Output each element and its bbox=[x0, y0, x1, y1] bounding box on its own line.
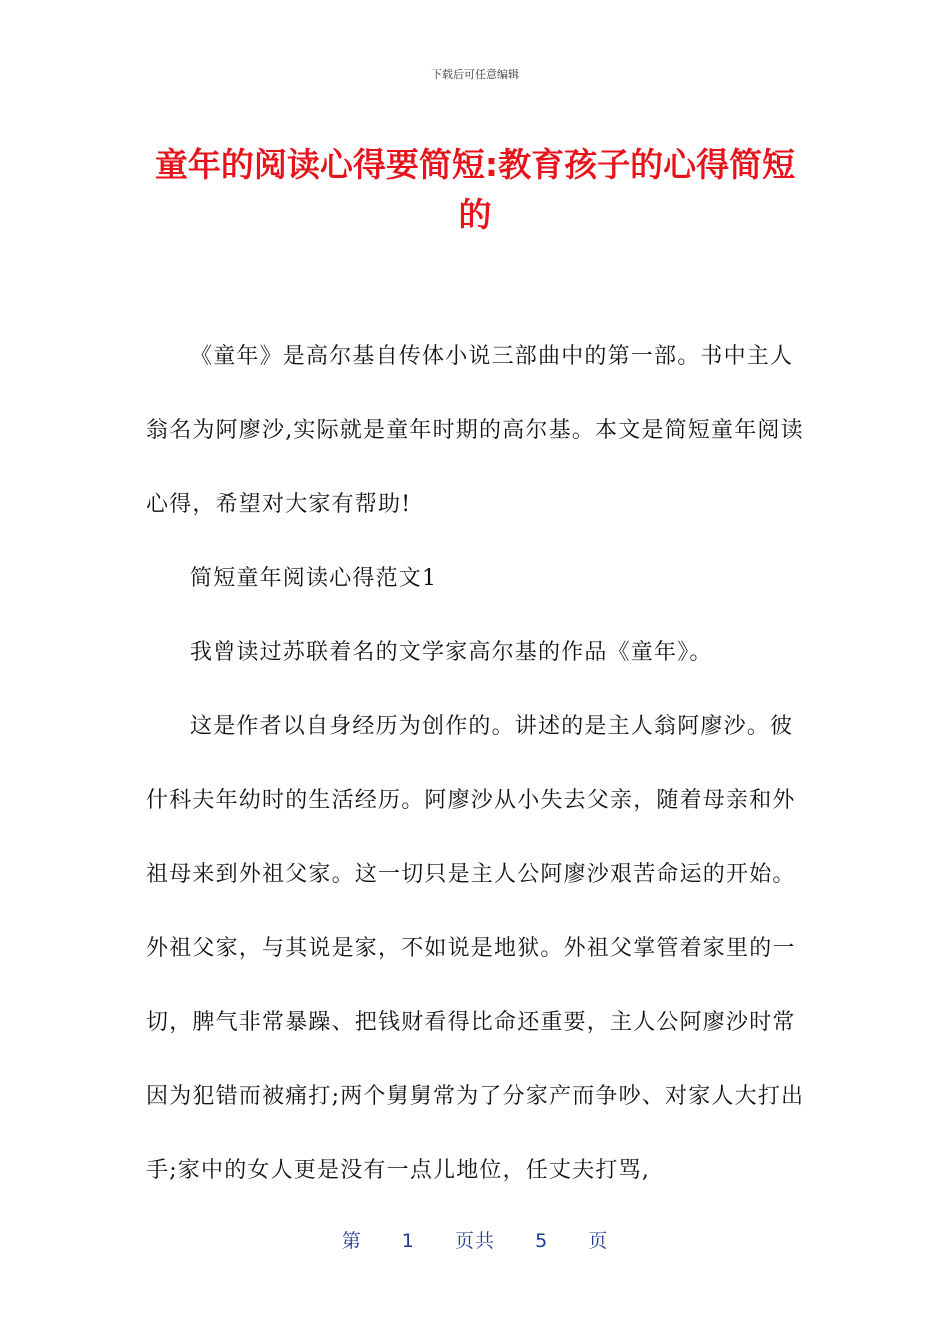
footer-current-page: 1 bbox=[401, 1230, 415, 1252]
footer-middle: 页共 bbox=[454, 1230, 495, 1252]
page-footer bbox=[0, 1226, 950, 1253]
footer-prefix: 第 bbox=[341, 1230, 362, 1252]
footer-total-pages: 5 bbox=[535, 1230, 549, 1252]
footer-suffix: 页 bbox=[588, 1230, 609, 1252]
document-title: 童年的阅读心得要简短:教育孩子的心得简短的 bbox=[154, 145, 796, 234]
paragraph-section-heading: 简短童年阅读心得范文1 bbox=[190, 566, 438, 591]
paragraph-intro: 《童年》是高尔基自传体小说三部曲中的第一部。书中主人翁名为阿廖沙,实际就是童年时期的高尔基。本文是简短童年阅读心得，希望对大家有帮助! bbox=[146, 344, 804, 517]
paragraph-story: 这是作者以自身经历为创作的。讲述的是主人翁阿廖沙。彼什科夫年幼时的生活经历。阿廖沙从小失去父亲，随着母亲和外祖母来到外祖父家。这一切只是主人公阿廖沙艰苦命运的开始。外祖父家，与其说是家，不如说是地狱。外祖父掌管着家里的一切，脾气非常暴躁、把钱财看得比命还重要，主人公阿廖沙时常因为犯错而被痛打;两个舅舅常为了分家产而争吵、对家人大打出手;家中的女人更是没有一点儿地位，任丈夫打骂, bbox=[146, 714, 805, 1183]
document-body bbox=[146, 320, 810, 1208]
paragraph-opening: 我曾读过苏联着名的文学家高尔基的作品《童年》。 bbox=[190, 640, 713, 665]
header-note: 下载后可任意编辑 bbox=[431, 68, 519, 81]
